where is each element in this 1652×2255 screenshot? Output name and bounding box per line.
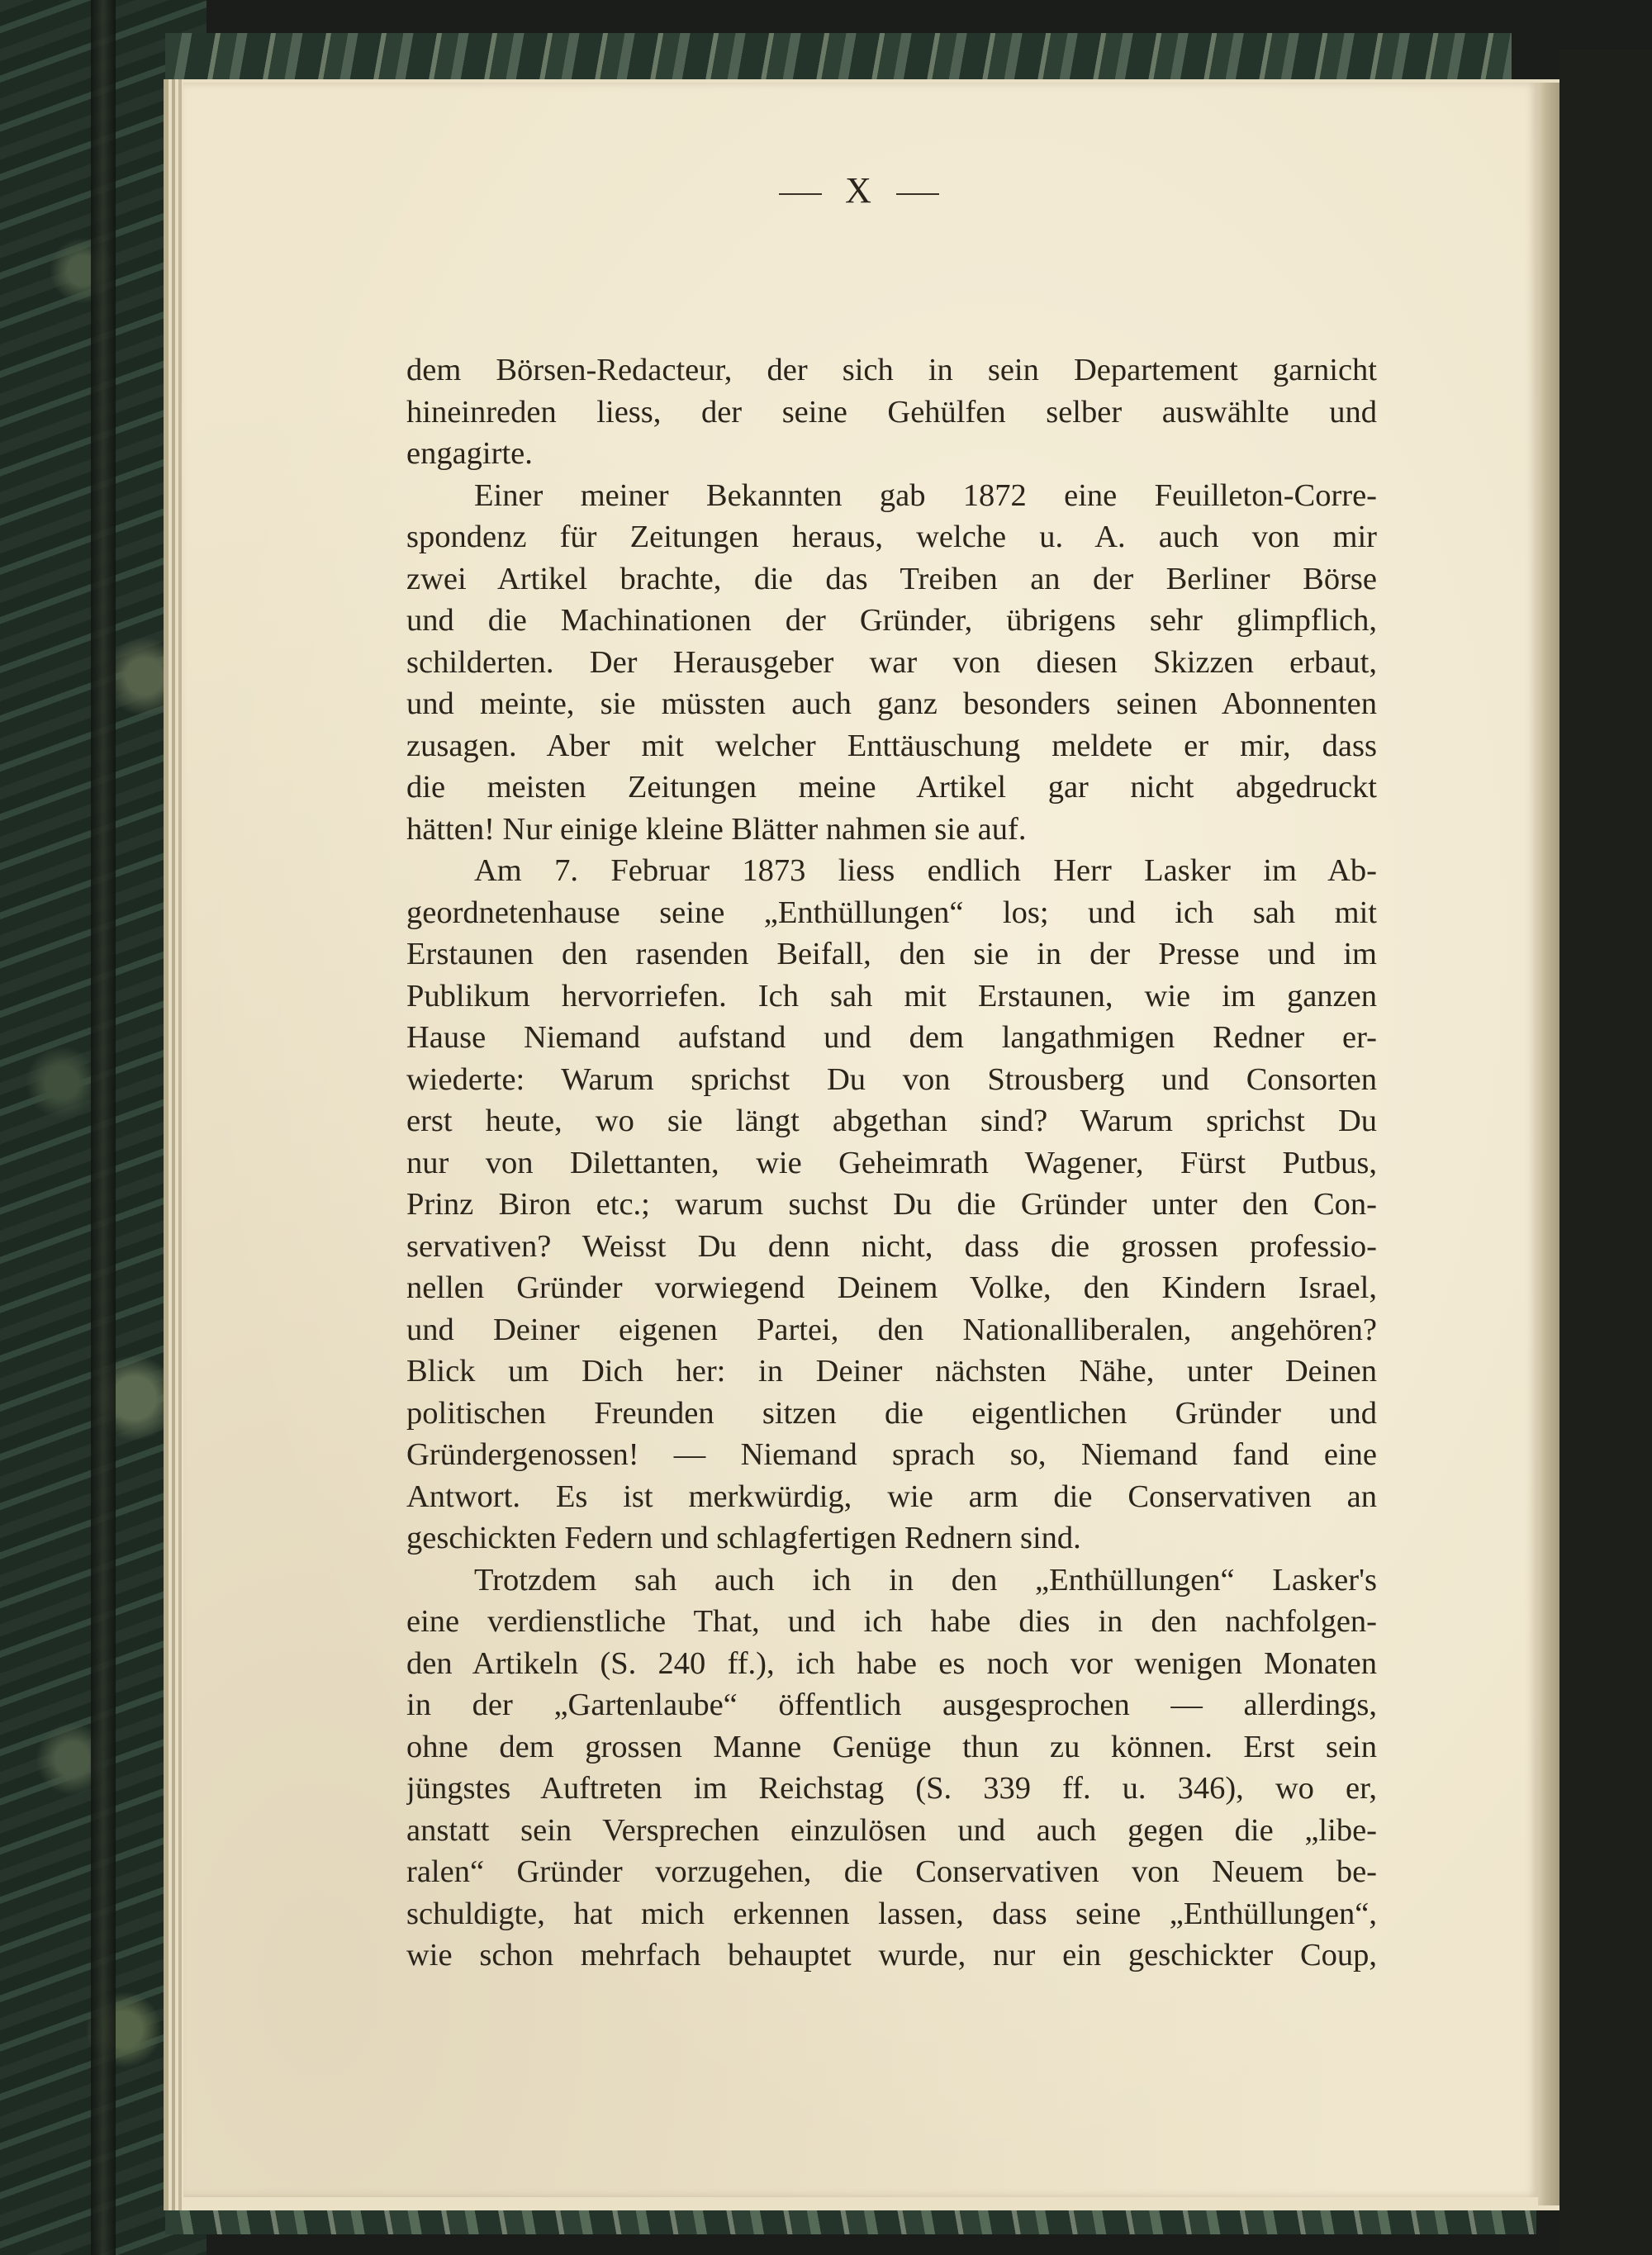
text-line: zwei Artikel brachte, die das Treiben an der Berliner Börse bbox=[406, 561, 1377, 596]
text-line: servativen? Weisst Du denn nicht, dass die grossen professio- bbox=[406, 1228, 1377, 1264]
page-right-edge bbox=[1538, 83, 1559, 2205]
header-dash-right bbox=[896, 193, 939, 195]
text-line: Antwort. Es ist merkwürdig, wie arm die Conservativen an bbox=[406, 1479, 1377, 1514]
text-line: ohne dem grossen Manne Genüge thun zu können. Erst sein bbox=[406, 1729, 1377, 1764]
text-line: Blick um Dich her: in Deiner nächsten Nähe, unter Deinen bbox=[406, 1354, 1377, 1389]
text-line: Prinz Biron etc.; warum suchst Du die Gründer unter den Con- bbox=[406, 1187, 1377, 1222]
text-line: anstatt sein Versprechen einzulösen und auch gegen die „libe- bbox=[406, 1812, 1377, 1848]
text-line: zusagen. Aber mit welcher Enttäuschung meldete er mir, dass bbox=[406, 728, 1377, 763]
text-line: Publikum hervorriefen. Ich sah mit Erstaunen, wie im ganzen bbox=[406, 978, 1377, 1014]
text-line: spondenz für Zeitungen heraus, welche u. A. auch von mir bbox=[406, 520, 1377, 554]
text-line: nellen Gründer vorwiegend Deinem Volke, den Kindern Israel, bbox=[406, 1270, 1377, 1305]
background-right bbox=[1559, 50, 1652, 2255]
text-line: den Artikeln (S. 240 ff.), ich habe es noch vor wenigen Monaten bbox=[406, 1645, 1377, 1681]
text-line: dem Börsen-Redacteur, der sich in sein Departement garnicht bbox=[406, 353, 1377, 387]
text-line: Hause Niemand aufstand und dem langathmigen Redner er- bbox=[406, 1020, 1377, 1055]
text-line: und Deiner eigenen Partei, den Nationalliberalen, angehören? bbox=[406, 1312, 1377, 1347]
text-line: schilderten. Der Herausgeber war von diesen Skizzen erbaut, bbox=[406, 644, 1377, 680]
text-line: wiederte: Warum sprichst Du von Strousberg und Consorten bbox=[406, 1061, 1377, 1097]
text-line: und die Machinationen der Gründer, übrigens sehr glimpflich, bbox=[406, 603, 1377, 638]
text-line: hineinreden liess, der seine Gehülfen selber auswählte und bbox=[406, 394, 1377, 430]
text-line: ralen“ Gründer vorzugehen, die Conservativen von Neuem be- bbox=[406, 1854, 1377, 1889]
body-text bbox=[406, 349, 1377, 1977]
cover-spine-edge bbox=[91, 0, 116, 2255]
text-line: geschickten Federn und schlagfertigen Rednern sind. bbox=[406, 1521, 1081, 1555]
text-line: wie schon mehrfach behauptet wurde, nur ein geschickter Coup, bbox=[406, 1938, 1377, 1973]
text-line: hätten! Nur einige kleine Blätter nahmen sie auf. bbox=[406, 811, 1027, 847]
text-line: Am 7. Februar 1873 liess endlich Herr Lasker im Ab- bbox=[474, 853, 1377, 888]
text-line: politischen Freunden sitzen die eigentlichen Gründer und bbox=[406, 1395, 1377, 1431]
text-line: Erstaunen den rasenden Beifall, den sie in der Presse und im bbox=[406, 937, 1377, 971]
text-line: in der „Gartenlaube“ öffentlich ausgesprochen — allerdings, bbox=[406, 1688, 1377, 1722]
text-line: nur von Dilettanten, wie Geheimrath Wagener, Fürst Putbus, bbox=[406, 1145, 1377, 1180]
text-line: Gründergenossen! — Niemand sprach so, Niemand fand eine bbox=[406, 1437, 1377, 1472]
text-line: engagirte. bbox=[406, 436, 533, 471]
header-dash-left bbox=[779, 193, 822, 195]
text-line: Einer meiner Bekannten gab 1872 eine Feuilleton-Corre- bbox=[474, 477, 1377, 513]
text-line: die meisten Zeitungen meine Artikel gar nicht abgedruckt bbox=[406, 770, 1377, 805]
page-number: X bbox=[845, 170, 873, 211]
text-line: schuldigte, hat mich erkennen lassen, dass seine „Enthüllungen“, bbox=[406, 1896, 1377, 1931]
text-line: geordnetenhause seine „Enthüllungen“ los; und ich sah mit bbox=[406, 895, 1377, 930]
text-line: erst heute, wo sie längt abgethan sind? Warum sprichst Du bbox=[406, 1104, 1377, 1138]
text-line: und meinte, sie müssten auch ganz besonders seinen Abonnenten bbox=[406, 686, 1377, 721]
text-line: eine verdienstliche That, und ich habe dies in den nachfolgen- bbox=[406, 1604, 1377, 1639]
page-number-header bbox=[0, 169, 1652, 211]
text-line: Trotzdem sah auch ich in den „Enthüllungen“ Lasker's bbox=[474, 1562, 1377, 1597]
text-line: jüngstes Auftreten im Reichstag (S. 339 ff. u. 346), wo er, bbox=[406, 1771, 1377, 1806]
